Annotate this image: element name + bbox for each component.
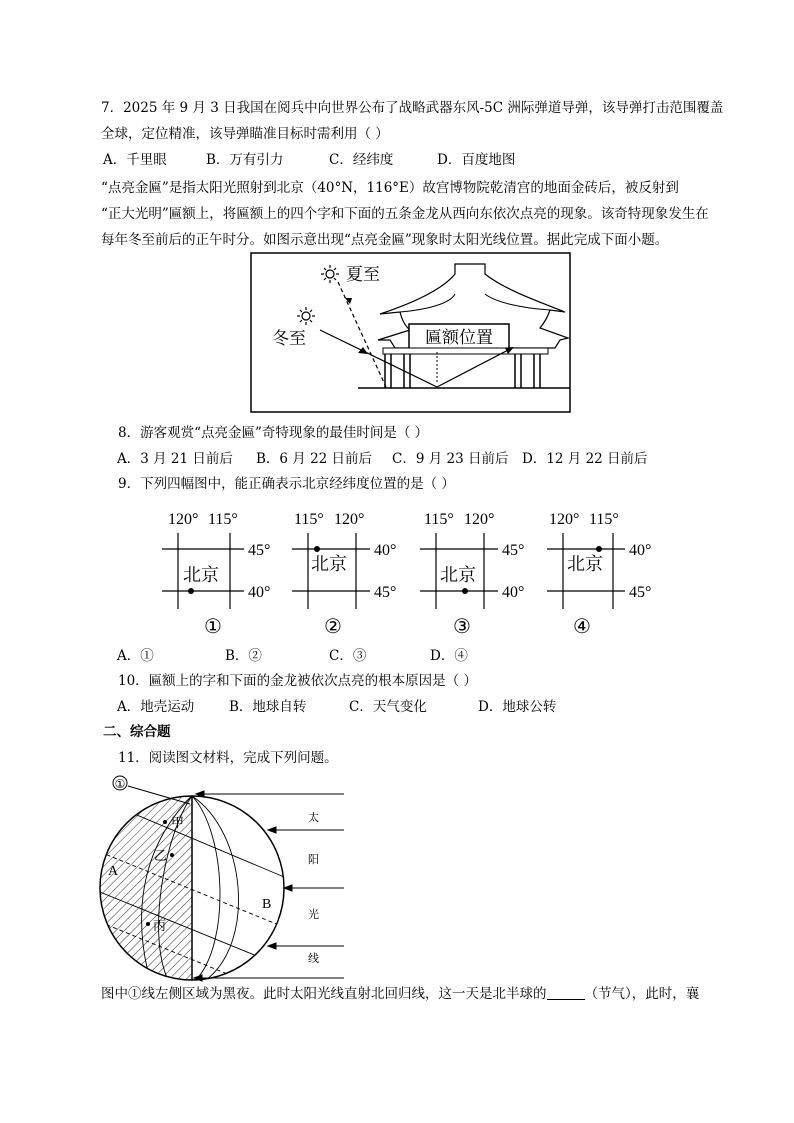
beijing-point (188, 588, 194, 594)
grid-1-right-upper-label: 45° (248, 542, 271, 559)
q8-option-c: C．9 月 23 日前后 (392, 451, 509, 467)
point-jia (163, 820, 167, 824)
grid-1-figure (160, 505, 280, 645)
beijing-point (462, 588, 468, 594)
grid-1-right-lower-label: 40° (248, 584, 271, 601)
q10-stem: 10．匾额上的字和下面的金龙被依次点亮的根本原因是（ ） (118, 673, 477, 689)
grid-3-top-right-label: 120° (464, 511, 495, 528)
beijing-point (596, 546, 602, 552)
beijing-point (314, 546, 320, 552)
summer-solstice-label: 夏至 (346, 265, 380, 285)
point-bing (146, 922, 150, 926)
q10-option-c: C．天气变化 (349, 699, 427, 715)
grid-2-top-left-label: 115° (294, 511, 324, 528)
grid-2-figure (290, 505, 410, 645)
marker-1-pointer (128, 786, 190, 804)
q9-option-b: B．② (225, 648, 262, 664)
grid-4-right-lower-label: 45° (629, 584, 652, 601)
grid-3-city-label: 北京 (440, 565, 476, 586)
region-b-label: B (262, 897, 272, 912)
q7-line2: 全球，定位精准，该导弹瞄准目标时需利用（ ） (101, 126, 389, 142)
passage-line1: “点亮金匾”是指太阳光照射到北京（40°N，116°E）故宫博物院乾清宫的地面金砖后，被反射到 (101, 180, 679, 196)
q10-option-a: A．地壳运动 (117, 699, 195, 715)
grid-4-top-right-label: 115° (589, 511, 619, 528)
q7-option-c: C．经纬度 (329, 152, 394, 168)
q9-option-d: D．④ (430, 648, 468, 664)
region-a-label: A (108, 864, 119, 879)
grid-1-top-right-label: 115° (208, 511, 238, 528)
q9-option-c: C．③ (329, 648, 367, 664)
q10-option-b: B．地球自转 (229, 699, 307, 715)
marker-1-label: ① (114, 777, 126, 791)
q11-text-after: （节气），此时，襄 (584, 986, 700, 1002)
grid-4-right-upper-label: 40° (629, 542, 652, 559)
q11-stem: 11．阅读图文材料，完成下列问题。 (118, 750, 338, 766)
sunray-char-4: 线 (308, 952, 319, 965)
q9-option-a: A．① (117, 648, 154, 664)
point-yi-label: 乙 (154, 849, 168, 864)
q8-option-b: B．6 月 22 日前后 (256, 451, 373, 467)
grid-3-right-lower-label: 40° (502, 584, 525, 601)
q8-option-d: D．12 月 22 日前后 (522, 451, 648, 467)
globe-sunlight-figure (96, 772, 358, 982)
grid-2-top-right-label: 120° (334, 511, 365, 528)
winter-solstice-label: 冬至 (272, 329, 306, 349)
grid-4-number: ④ (573, 614, 591, 638)
q11-text-before: 图中①线左侧区域为黑夜。此时太阳光线直射北回归线，这一天是北半球的 (101, 986, 547, 1002)
point-yi (170, 853, 174, 857)
q7-line1: 7．2025 年 9 月 3 日我国在阅兵中向世界公布了战略武器东风-5C 洲际弹道导弹，该导弹打击范围覆盖 (101, 100, 724, 116)
q10-option-d: D．地球公转 (478, 699, 557, 715)
grid-4-city-label: 北京 (567, 554, 603, 575)
q8-option-a: A．3 月 21 日前后 (117, 451, 233, 467)
grid-1-number: ① (204, 614, 222, 638)
sunray-char-1: 太 (308, 811, 319, 824)
grid-4-figure (545, 505, 665, 645)
answer-blank[interactable] (547, 985, 585, 1000)
grid-2-city-label: 北京 (311, 554, 347, 575)
grid-2-right-lower-label: 45° (374, 584, 397, 601)
section-2-title: 二、综合题 (103, 724, 171, 740)
sunray-char-3: 光 (308, 908, 319, 921)
q8-stem: 8．游客观赏“点亮金匾”奇特现象的最佳时间是（ ） (118, 425, 429, 441)
grid-1-top-left-label: 120° (168, 511, 199, 528)
plaque-label: 匾额位置 (425, 328, 493, 348)
point-jia-label: 甲 (171, 816, 185, 831)
q7-option-d: D．百度地图 (437, 152, 516, 168)
grid-3-top-left-label: 115° (424, 511, 454, 528)
sunray-arrows (194, 791, 344, 981)
grid-2-number: ② (324, 614, 342, 638)
grid-3-figure (418, 505, 538, 645)
palace-sunlight-figure (250, 252, 572, 414)
q9-stem: 9．下列四幅图中，能正确表示北京经纬度位置的是（ ） (118, 476, 455, 492)
point-bing-label: 丙 (153, 919, 167, 934)
q7-option-b: B．万有引力 (206, 152, 284, 168)
passage-line2: “正大光明”匾额上，将匾额上的四个字和下面的五条金龙从西向东依次点亮的现象。该奇特现象发生在 (101, 206, 709, 222)
passage-line3: 每年冬至前后的正午时分。如图示意出现“点亮金匾”现象时太阳光线位置。据此完成下面小题。 (101, 232, 669, 248)
sunray-char-2: 阳 (308, 853, 319, 866)
grid-3-number: ③ (453, 614, 471, 638)
grid-1-city-label: 北京 (183, 565, 219, 586)
grid-4-top-left-label: 120° (549, 511, 580, 528)
q7-option-a: A．千里眼 (103, 152, 167, 168)
grid-2-right-upper-label: 40° (374, 542, 397, 559)
q11-text-line (101, 984, 699, 1004)
grid-3-right-upper-label: 45° (502, 542, 525, 559)
